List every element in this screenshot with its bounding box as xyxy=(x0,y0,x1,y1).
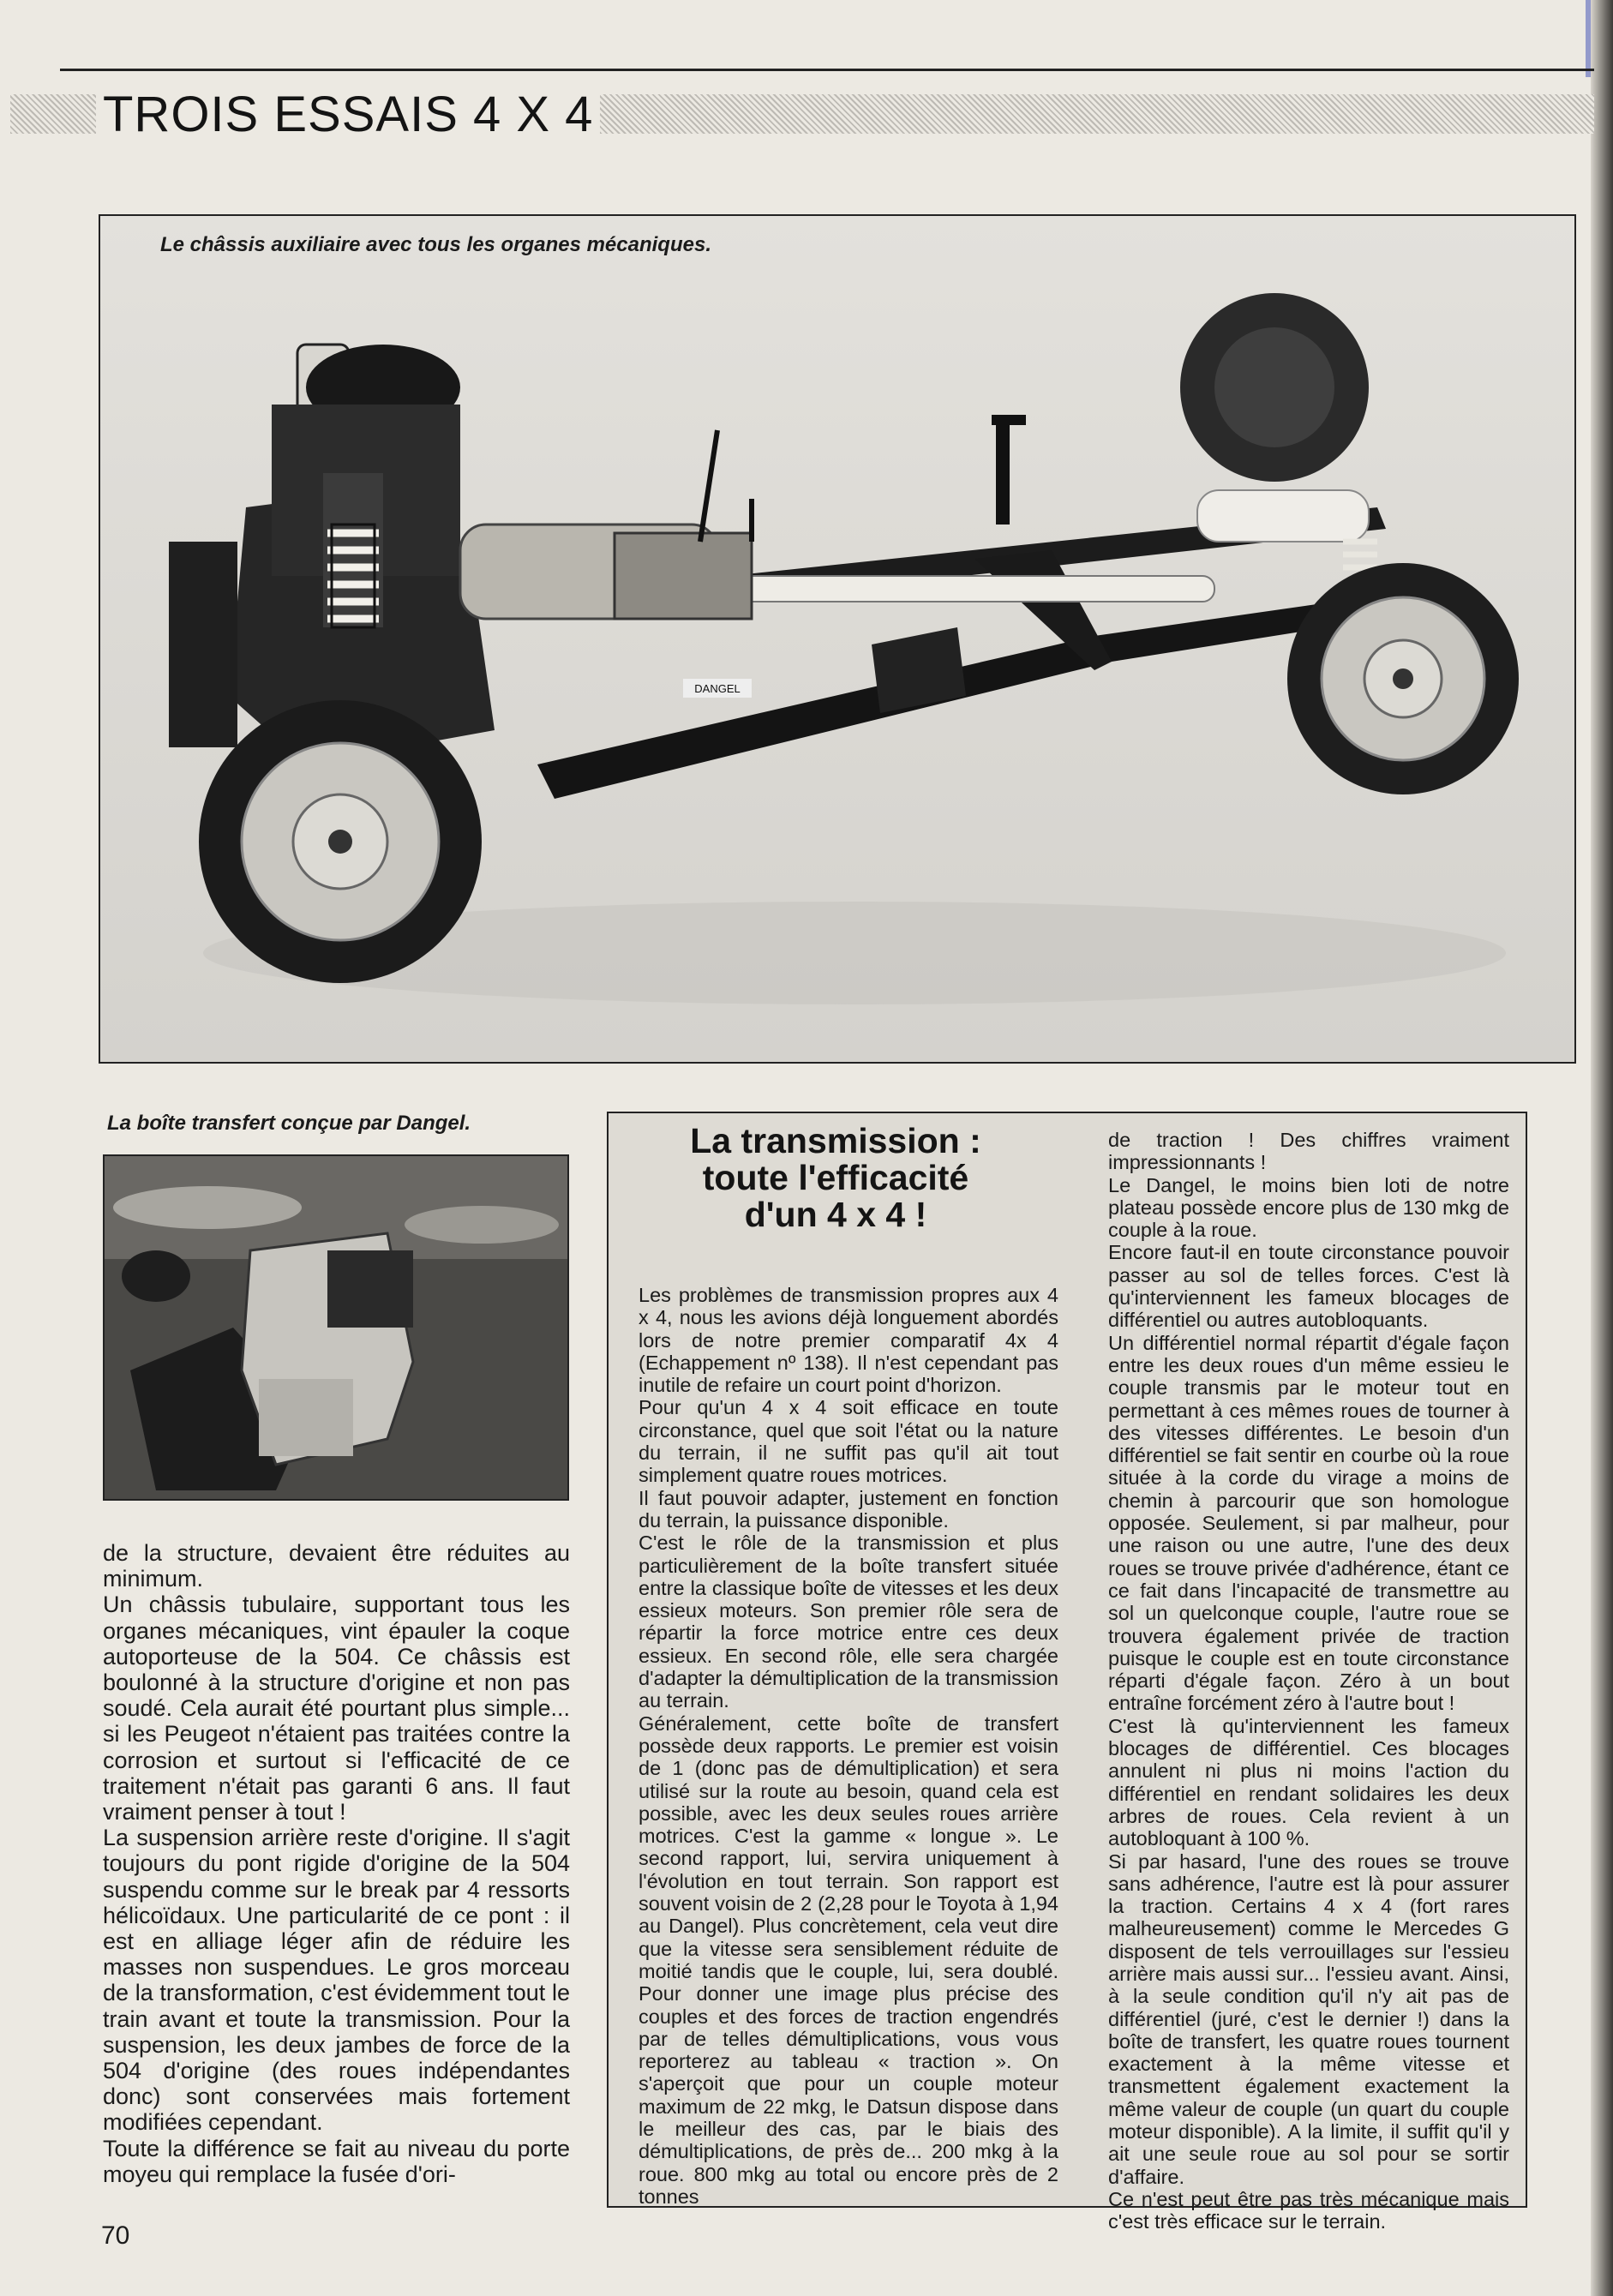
box-paragraph: C'est là qu'interviennent les fameux blocages de différentiel. Ces blocages annulent ni plus ni moins l'action du différentiel en rendant solidaires les deux arbres de roues. Cela revient à un autobloquant à 100 %. xyxy=(1108,1714,1509,1850)
box-paragraph: Les problèmes de transmission propres aux 4 x 4, nous les avions déjà longuement abordés lors de notre premier comparatif 4x 4 (Echappement nº 138). Il n'est cependant pas inutile de refaire un court point d'horizon. xyxy=(639,1284,1058,1397)
chassis-illustration xyxy=(100,216,1574,1062)
box-paragraph: Pour qu'un 4 x 4 soit efficace en toute circonstance, quel que soit l'état ou la nature du terrain, il ne suffit pas qu'il ait tout simplement quatre roues motrices. xyxy=(639,1396,1058,1487)
box-title-line: toute l'efficacité xyxy=(702,1158,969,1197)
box-paragraph: Un différentiel normal répartit d'égale façon entre les deux roues d'un même essieu le couple transmis par le moteur tout en permettant à ces mêmes roues de tourner à des vitesses différentes. Le besoin d'un différentiel se fait sentir en courbe où la roue située à la corde du virage a moins de chemin à parcourir que son homologue opposée. Seulement, si par malheur, pour une raison ou une autre, l'une des deux roues se trouve privée d'adhérence, étant ce ce fait dans l'incapacité de transmettre au sol un quelconque couple, l'autre roue se trouvera également privée de traction puisque le couple est en toute circonstance réparti d'égale façon. Zéro à un bout entraîne forcément zéro à l'autre bout ! xyxy=(1108,1331,1509,1715)
box-paragraph: Le Dangel, le moins bien loti de notre plateau possède encore plus de 130 mkg de couple à la roue. xyxy=(1108,1173,1509,1242)
page-number: 70 xyxy=(101,2221,130,2250)
box-title-line: La transmission : xyxy=(690,1121,981,1160)
box-title xyxy=(626,1123,1046,1233)
left-paragraph: de la structure, devaient être réduites au minimum. xyxy=(103,1540,570,1592)
section-title: TROIS ESSAIS 4 X 4 xyxy=(103,87,594,142)
left-paragraph: Toute la différence se fait au niveau du porte moyeu qui remplace la fusée d'ori- xyxy=(103,2135,570,2187)
transfer-box-photo xyxy=(103,1154,569,1501)
header-hatch-left xyxy=(10,94,96,134)
box-paragraph: Ce n'est peut être pas très mécanique mais c'est très efficace sur le terrain. xyxy=(1108,2187,1509,2233)
front-left-wheel xyxy=(199,700,482,983)
box-title-line: d'un 4 x 4 ! xyxy=(744,1195,927,1234)
box-paragraph: Si par hasard, l'une des roues se trouve sans adhérence, l'autre est là pour assurer la traction. Certains 4 x 4 (fort rares malheureusement) comme le Mercedes G disposent de tels verrouillages sur l'essieu arrière mais aussi sur... l'essieu avant. Ainsi, à la seule condition qu'il n'y ait pas de différentiel (juré, c'est le dernier !) dans la boîte de transfert, les quatre roues tournent exactement à la même vitesse et transmettent également exactement la même valeur de couple (un quart du couple moteur disponible). A la limite, il suffit qu'il y ait une seule roue au sol pour se sortir d'affaire. xyxy=(1108,1849,1509,2188)
left-paragraph: Un châssis tubulaire, supportant tous les organes mécaniques, vint épauler la coque autoporteuse de la 504. Ce châssis est boulonné à la structure d'origine et non pas soudé. Cela aurait été pourtant plus simple... si les Peugeot n'étaient pas traitées contre la corrosion et surtout si l'efficacité de ce traitement n'était pas garanti 6 ans. Il faut vraiment penser à tout ! xyxy=(103,1592,570,1825)
main-photo-caption: Le châssis auxiliaire avec tous les organes mécaniques. xyxy=(160,233,711,256)
box-paragraph: de traction ! Des chiffres vraiment impressionnants ! xyxy=(1108,1129,1509,1174)
box-paragraph: C'est le rôle de la transmission et plus particulièrement de la boîte transfert située entre la classique boîte de vitesses et les deux essieux moteurs. Son premier rôle sera de répartir la force motrice entre ces deux essieux. En second rôle, elle sera chargée d'adapter la démultiplication de la transmission au terrain. xyxy=(639,1532,1058,1712)
box-paragraph: Il faut pouvoir adapter, justement en fonction du terrain, la puissance disponible. xyxy=(639,1486,1058,1532)
header-hatch-right xyxy=(600,94,1594,134)
transfer-box-illustration xyxy=(105,1156,567,1499)
rear-right-wheel xyxy=(1287,563,1519,794)
left-paragraph: La suspension arrière reste d'origine. Il s'agit toujours du pont rigide d'origine de la 504 suspendu comme sur le break par 4 ressorts hélicoïdaux. Une particularité de ce pont : il est en alliage léger afin de réduire les masses non suspendues. Le gros morceau de la transformation, c'est évidemment tout le train avant et toute la transmission. Pour la suspension, les deux jambes de force de la 504 d'origine (des roues indépendantes donc) sont conservées mais fortement modifiées cependant. xyxy=(103,1825,570,2136)
box-middle-column xyxy=(639,1284,1058,2208)
page-edge-shadow xyxy=(1591,0,1613,2296)
box-paragraph: Généralement, cette boîte de transfert possède deux rapports. Le premier est voisin de 1 (donc pas de démultiplication) et sera utilisé sur la route au besoin, quand cela est possible, avec les deux seules roues arrière motrices. C'est la gamme « longue ». Le second rapport, lui, servira uniquement à l'évolution en tout terrain. Son rapport est souvent voisin de 2 (2,28 pour le Toyota à 1,94 au Dangel). Plus concrètement, cela veut dire que la vitesse sera sensiblement réduite de moitié tandis que le couple, lui, sera doublé. Pour donner une image plus précise des couples et des forces de traction engendrés par de telles démultiplications, vous vous reporterez au tableau « traction ». On s'aperçoit que pour un couple moteur maximum de 22 mkg, le Datsun dispose dans le meilleur des cas, par le biais des démultiplications, de près de... 200 mkg à la roue. 800 mkg au total ou encore près de 2 tonnes xyxy=(639,1712,1058,2208)
left-column xyxy=(103,1540,570,2187)
box-paragraph: Encore faut-il en toute circonstance pouvoir passer au sol de telles forces. C'est là qu'interviennent les fameux blocages de différentiel ou autres autobloquants. xyxy=(1108,1241,1509,1332)
small-photo-caption: La boîte transfert conçue par Dangel. xyxy=(107,1112,471,1135)
dangel-badge: DANGEL xyxy=(694,682,741,695)
header-rule xyxy=(60,69,1594,71)
chassis-photo xyxy=(99,214,1576,1064)
box-right-column xyxy=(1108,1129,1509,2233)
